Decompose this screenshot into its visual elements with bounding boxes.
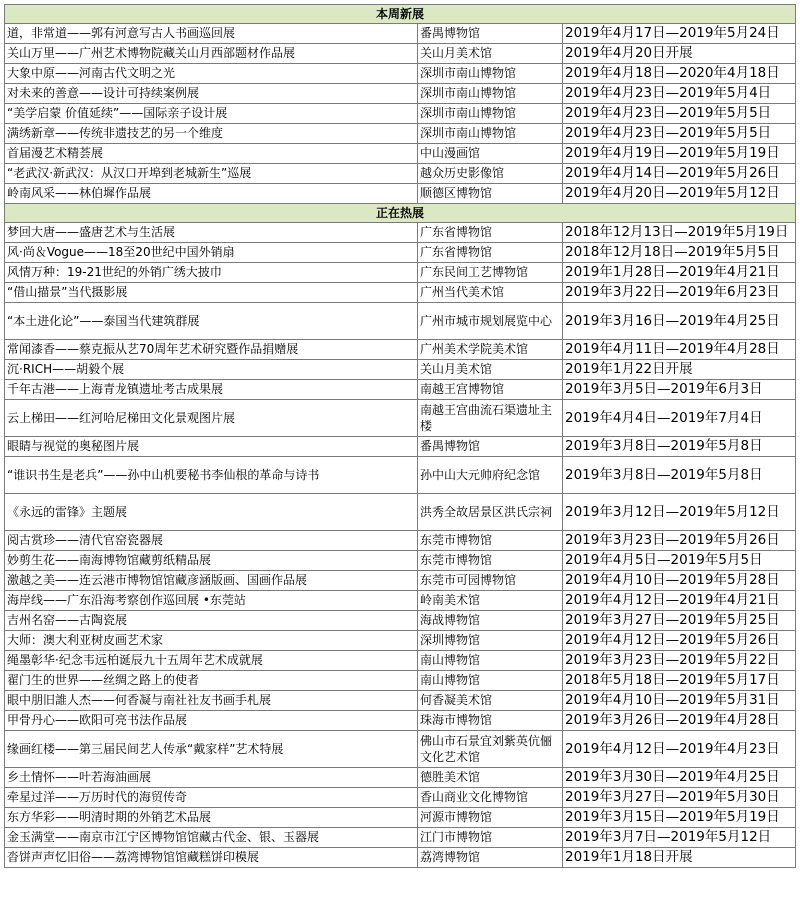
venue-cell: 洪秀全故居景区洪氏宗祠: [418, 494, 563, 531]
table-row: [5, 671, 796, 691]
date-cell: 2019年4月20日开展: [563, 44, 796, 64]
table-row: [5, 457, 796, 494]
exhibition-name-cell: 海岸线——广东沿海考察创作巡回展 •东莞站: [5, 591, 418, 611]
exhibition-table: [4, 4, 796, 868]
exhibition-name-cell: 云上梯田——红河哈尼梯田文化景观图片展: [5, 400, 418, 437]
exhibition-name-cell: “借山描景”当代摄影展: [5, 283, 418, 303]
date-cell: 2019年3月26日—2019年4月28日: [563, 711, 796, 731]
table-row: [5, 303, 796, 340]
table-row: [5, 84, 796, 104]
table-row: [5, 340, 796, 360]
table-row: [5, 144, 796, 164]
exhibition-name-cell: 大师：澳大利亚树皮画艺术家: [5, 631, 418, 651]
table-row: [5, 591, 796, 611]
venue-cell: 深圳市南山博物馆: [418, 64, 563, 84]
venue-cell: 孙中山大元帅府纪念馆: [418, 457, 563, 494]
venue-cell: 荔湾博物馆: [418, 848, 563, 868]
venue-cell: 广东省博物馆: [418, 243, 563, 263]
table-row: [5, 437, 796, 457]
date-cell: 2019年4月17日—2019年5月24日: [563, 24, 796, 44]
table-row: [5, 223, 796, 243]
exhibition-name-cell: 《永远的雷锋》主题展: [5, 494, 418, 531]
date-cell: 2019年3月23日—2019年5月22日: [563, 651, 796, 671]
date-cell: 2019年3月16日—2019年4月25日: [563, 303, 796, 340]
venue-cell: 广东民间工艺博物馆: [418, 263, 563, 283]
exhibition-name-cell: 金玉满堂——南京市江宁区博物馆馆藏古代金、银、玉器展: [5, 828, 418, 848]
exhibition-name-cell: 梦回大唐——盛唐艺术与生活展: [5, 223, 418, 243]
date-cell: 2019年4月11日—2019年4月28日: [563, 340, 796, 360]
venue-cell: 东莞市博物馆: [418, 531, 563, 551]
table-row: [5, 651, 796, 671]
venue-cell: 番禺博物馆: [418, 437, 563, 457]
date-cell: 2019年4月19日—2019年5月19日: [563, 144, 796, 164]
exhibition-name-cell: “本土进化论”——泰国当代建筑群展: [5, 303, 418, 340]
table-row: [5, 711, 796, 731]
table-row: [5, 828, 796, 848]
table-row: [5, 24, 796, 44]
table-row: [5, 848, 796, 868]
date-cell: 2019年3月15日—2019年5月19日: [563, 808, 796, 828]
date-cell: 2019年1月22日开展: [563, 360, 796, 380]
table-row: [5, 64, 796, 84]
date-cell: 2019年3月7日—2019年5月12日: [563, 828, 796, 848]
exhibition-name-cell: 翟门生的世界——丝绸之路上的使者: [5, 671, 418, 691]
table-row: [5, 360, 796, 380]
exhibition-listing: [4, 4, 795, 868]
table-row: [5, 808, 796, 828]
date-cell: 2019年3月22日—2019年6月23日: [563, 283, 796, 303]
date-cell: 2019年4月12日—2019年4月21日: [563, 591, 796, 611]
section-header-row: [5, 5, 796, 24]
exhibition-name-cell: 大象中原——河南古代文明之光: [5, 64, 418, 84]
venue-cell: 江门市博物馆: [418, 828, 563, 848]
table-row: [5, 380, 796, 400]
venue-cell: 河源市博物馆: [418, 808, 563, 828]
venue-cell: 东莞市博物馆: [418, 551, 563, 571]
date-cell: 2019年3月8日—2019年5月8日: [563, 457, 796, 494]
venue-cell: 深圳市南山博物馆: [418, 124, 563, 144]
exhibition-name-cell: 千年古港——上海青龙镇遗址考古成果展: [5, 380, 418, 400]
exhibition-name-cell: 甲骨丹心——欧阳可亮书法作品展: [5, 711, 418, 731]
date-cell: 2019年4月4日—2019年7月4日: [563, 400, 796, 437]
venue-cell: 海战博物馆: [418, 611, 563, 631]
exhibition-table-body: [5, 5, 796, 868]
venue-cell: 深圳市南山博物馆: [418, 84, 563, 104]
table-row: [5, 44, 796, 64]
venue-cell: 广州当代美术馆: [418, 283, 563, 303]
venue-cell: 香山商业文化博物馆: [418, 788, 563, 808]
table-row: [5, 494, 796, 531]
venue-cell: 南越王宫博物馆: [418, 380, 563, 400]
date-cell: 2018年12月13日—2019年5月19日: [563, 223, 796, 243]
exhibition-name-cell: 满绣新章——传统非遗技艺的另一个维度: [5, 124, 418, 144]
date-cell: 2019年4月23日—2019年5月5日: [563, 124, 796, 144]
date-cell: 2019年4月10日—2019年5月28日: [563, 571, 796, 591]
date-cell: 2019年3月8日—2019年5月8日: [563, 437, 796, 457]
exhibition-name-cell: 常闻漆香——蔡克振从艺70周年艺术研究暨作品捐赠展: [5, 340, 418, 360]
exhibition-name-cell: 岭南风采——林伯墀作品展: [5, 184, 418, 204]
table-row: [5, 164, 796, 184]
date-cell: 2019年4月20日—2019年5月12日: [563, 184, 796, 204]
exhibition-name-cell: “谁识书生是老兵”——孙中山机要秘书李仙根的革命与诗书: [5, 457, 418, 494]
exhibition-name-cell: “老武汉·新武汉：从汉口开埠到老城新生”巡展: [5, 164, 418, 184]
exhibition-name-cell: 风·尚＆Vogue——18至20世纪中国外销扇: [5, 243, 418, 263]
date-cell: 2019年4月12日—2019年5月26日: [563, 631, 796, 651]
exhibition-name-cell: 阅古赏珍——清代官窑瓷器展: [5, 531, 418, 551]
section-heading: 本周新展: [5, 5, 796, 24]
date-cell: 2019年1月18日开展: [563, 848, 796, 868]
exhibition-name-cell: 妙剪生花——南海博物馆藏剪纸精品展: [5, 551, 418, 571]
venue-cell: 东莞市可园博物馆: [418, 571, 563, 591]
venue-cell: 顺德区博物馆: [418, 184, 563, 204]
venue-cell: 广州市城市规划展览中心: [418, 303, 563, 340]
section-header-row: [5, 204, 796, 223]
table-row: [5, 283, 796, 303]
venue-cell: 深圳市南山博物馆: [418, 104, 563, 124]
date-cell: 2019年3月27日—2019年5月30日: [563, 788, 796, 808]
table-row: [5, 124, 796, 144]
table-row: [5, 631, 796, 651]
venue-cell: 广州美术学院美术馆: [418, 340, 563, 360]
venue-cell: 中山漫画馆: [418, 144, 563, 164]
date-cell: 2019年4月14日—2019年5月26日: [563, 164, 796, 184]
exhibition-name-cell: 缘画红楼——第三届民间艺人传承“戴家样”艺术特展: [5, 731, 418, 768]
venue-cell: 佛山市石景宜刘紫英伉俪文化艺术馆: [418, 731, 563, 768]
venue-cell: 何香凝美术馆: [418, 691, 563, 711]
date-cell: 2019年4月23日—2019年5月5日: [563, 104, 796, 124]
exhibition-name-cell: 沉·RICH——胡毅个展: [5, 360, 418, 380]
date-cell: 2019年3月27日—2019年5月25日: [563, 611, 796, 631]
exhibition-name-cell: 对未来的善意——设计可持续案例展: [5, 84, 418, 104]
table-row: [5, 691, 796, 711]
date-cell: 2019年4月12日—2019年4月23日: [563, 731, 796, 768]
table-row: [5, 531, 796, 551]
table-row: [5, 263, 796, 283]
exhibition-name-cell: 激越之美——连云港市博物馆馆藏彦涵版画、国画作品展: [5, 571, 418, 591]
exhibition-name-cell: 乡土情怀——叶若海油画展: [5, 768, 418, 788]
venue-cell: 南山博物馆: [418, 651, 563, 671]
table-row: [5, 611, 796, 631]
venue-cell: 南越王宫曲流石渠遗址主楼: [418, 400, 563, 437]
exhibition-name-cell: 吉州名窑——古陶瓷展: [5, 611, 418, 631]
table-row: [5, 400, 796, 437]
table-row: [5, 184, 796, 204]
venue-cell: 越众历史影像馆: [418, 164, 563, 184]
table-row: [5, 571, 796, 591]
date-cell: 2019年3月30日—2019年4月25日: [563, 768, 796, 788]
venue-cell: 德胜美术馆: [418, 768, 563, 788]
table-row: [5, 768, 796, 788]
venue-cell: 岭南美术馆: [418, 591, 563, 611]
venue-cell: 关山月美术馆: [418, 360, 563, 380]
section-heading: 正在热展: [5, 204, 796, 223]
table-row: [5, 788, 796, 808]
date-cell: 2019年4月18日—2020年4月18日: [563, 64, 796, 84]
exhibition-name-cell: 风情万种：19-21世纪的外销广绣大披巾: [5, 263, 418, 283]
date-cell: 2019年3月5日—2019年6月3日: [563, 380, 796, 400]
exhibition-name-cell: 眼睛与视觉的奥秘图片展: [5, 437, 418, 457]
exhibition-name-cell: 绳墨彰华·纪念韦远柏诞辰九十五周年艺术成就展: [5, 651, 418, 671]
venue-cell: 深圳博物馆: [418, 631, 563, 651]
exhibition-name-cell: 首届漫艺术精荟展: [5, 144, 418, 164]
venue-cell: 关山月美术馆: [418, 44, 563, 64]
exhibition-name-cell: 眼中朋旧誰人杰——何香凝与南社社友书画手札展: [5, 691, 418, 711]
exhibition-name-cell: “美学启蒙 价值延续”——国际亲子设计展: [5, 104, 418, 124]
exhibition-name-cell: 牵星过洋——万历时代的海贸传奇: [5, 788, 418, 808]
table-row: [5, 731, 796, 768]
exhibition-name-cell: 道，非常道——郭有河意写古人书画巡回展: [5, 24, 418, 44]
table-row: [5, 551, 796, 571]
exhibition-name-cell: 关山万里——广州艺术博物院藏关山月西部题材作品展: [5, 44, 418, 64]
venue-cell: 广东省博物馆: [418, 223, 563, 243]
exhibition-name-cell: 沓饼声声忆旧俗——荔湾博物馆馆藏糕饼印模展: [5, 848, 418, 868]
date-cell: 2019年4月5日—2019年5月5日: [563, 551, 796, 571]
table-row: [5, 243, 796, 263]
date-cell: 2019年3月23日—2019年5月26日: [563, 531, 796, 551]
date-cell: 2019年4月23日—2019年5月4日: [563, 84, 796, 104]
date-cell: 2018年12月18日—2019年5月5日: [563, 243, 796, 263]
table-row: [5, 104, 796, 124]
venue-cell: 珠海市博物馆: [418, 711, 563, 731]
venue-cell: 南山博物馆: [418, 671, 563, 691]
date-cell: 2019年1月28日—2019年4月21日: [563, 263, 796, 283]
date-cell: 2018年5月18日—2019年5月17日: [563, 671, 796, 691]
exhibition-name-cell: 东方华彩——明清时期的外销艺术品展: [5, 808, 418, 828]
date-cell: 2019年3月12日—2019年5月12日: [563, 494, 796, 531]
date-cell: 2019年4月10日—2019年5月31日: [563, 691, 796, 711]
venue-cell: 番禺博物馆: [418, 24, 563, 44]
